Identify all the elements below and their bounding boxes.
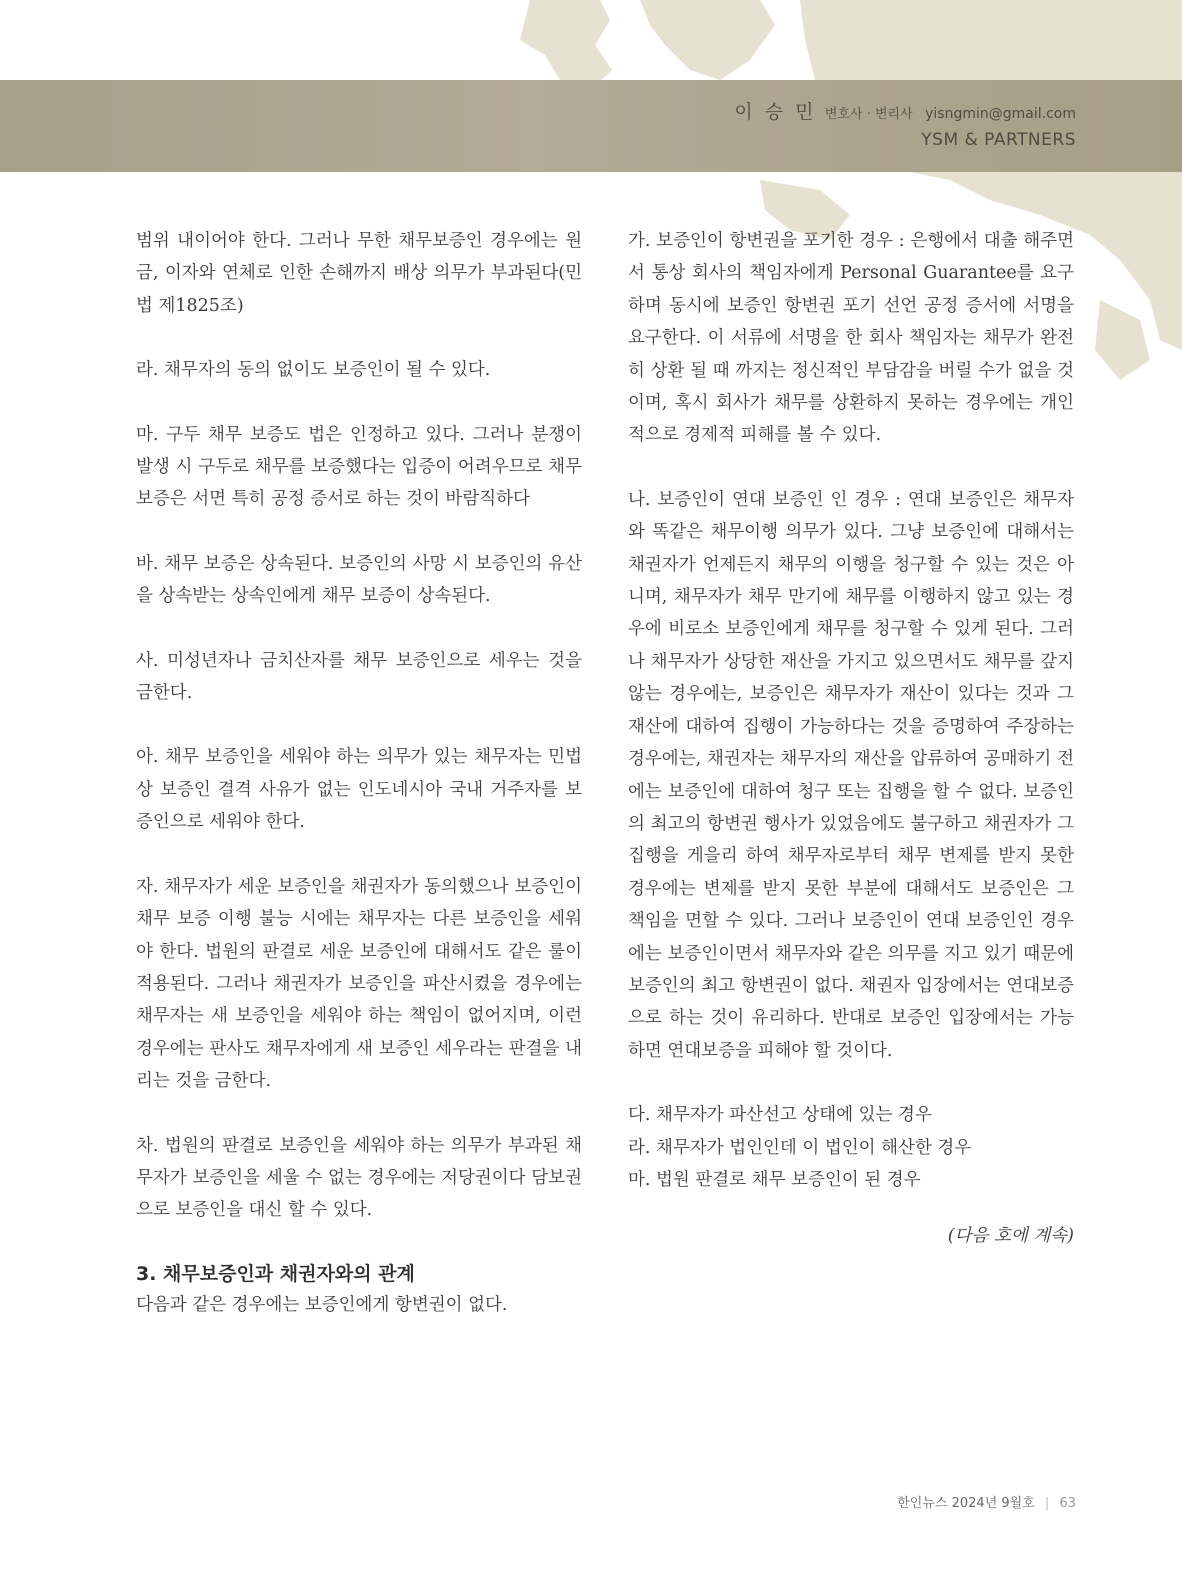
list-item: 라. 채무자가 법인인데 이 법인이 해산한 경우 [628, 1137, 972, 1158]
section-heading: 3. 채무보증인과 채권자와의 관계 [136, 1262, 415, 1285]
list-item: 다. 채무자가 파산선고 상태에 있는 경우 [628, 1105, 932, 1126]
left-paragraph: 자. 채무자가 세운 보증인을 채권자가 동의했으나 보증인이 채무 보증 이행 불능 시에는 채무자는 다른 보증인을 세워야 한다. 법원의 판결로 세운 보증인에 대해서도 같은 룰이 적용된다. 그러나 채권자가 보증인을 파산시켰을 경우에는 채무자는 새 보증인을 세워야 하는 책임이 없어지며, 이런 경우에는 판사도 채무자에게 새 보증인 세우라는 판결을 내리는 것을 금한다. [136, 876, 582, 1092]
page-footer [897, 1492, 1076, 1511]
author-line [734, 100, 1076, 127]
left-paragraph: 아. 채무 보증인을 세워야 하는 의무가 있는 채무자는 민법상 보증인 결격 사유가 없는 인도네시아 국내 거주자를 보증인으로 세워야 한다. [136, 747, 582, 833]
list-item: 마. 법원 판결로 채무 보증인이 된 경우 [628, 1169, 921, 1190]
author-role: 변호사 · 변리사 [824, 107, 913, 122]
author-email: yisngmin@gmail.com [925, 106, 1076, 122]
right-paragraph: 가. 보증인이 항변권을 포기한 경우 : 은행에서 대출 해주면서 통상 회사의 책임자에게 Personal Guarantee를 요구하며 동시에 보증인 항변권 포기 선언 공정 증서에 서명을 요구한다. 이 서류에 서명을 한 회사 책임자는 채무가 완전히 상환 될 때 까지는 정신적인 부담감을 버릴 수가 없을 것이며, 혹시 회사가 채무를 상환하지 못하는 경우에는 개인적으로 경제적 피해를 볼 수 있다. [628, 231, 1074, 446]
left-paragraph: 바. 채무 보증은 상속된다. 보증인의 사망 시 보증인의 유산을 상속받는 상속인에게 채무 보증이 상속된다. [136, 553, 582, 607]
left-paragraph: 차. 법원의 판결로 보증인을 세워야 하는 의무가 부과된 채무자가 보증인을 세울 수 없는 경우에는 저당권이다 담보권으로 보증인을 대신 할 수 있다. [136, 1135, 582, 1221]
author-box [734, 100, 1076, 153]
left-paragraph: 범위 내이어야 한다. 그러나 무한 채무보증인 경우에는 원금, 이자와 연체로 인한 손해까지 배상 의무가 부과된다(민법 제1825조) [136, 231, 582, 316]
left-column [136, 225, 582, 1321]
left-paragraph: 사. 미성년자나 금치산자를 채무 보증인으로 세우는 것을 금한다. [136, 650, 582, 704]
left-paragraph: 라. 채무자의 동의 없이도 보증인이 될 수 있다. [136, 360, 491, 381]
author-name: 이 승 민 [734, 101, 817, 123]
publication-name: 한인뉴스 2024년 9월호 [897, 1496, 1035, 1511]
right-paragraph: 나. 보증인이 연대 보증인 인 경우 : 연대 보증인은 채무자와 똑같은 채무이행 의무가 있다. 그냥 보증인에 대해서는 채권자가 언제든지 채무의 이행을 청구할 수 있는 것은 아니며, 채무자가 채무 만기에 채무를 이행하지 않고 있는 경우에 비로소 보증인에게 채무를 청구할 수 있게 된다. 그러나 채무자가 상당한 재산을 가지고 있으면서도 채무를 갚지 않는 경우에는, 보증인은 채무자가 재산이 있다는 것과 그 재산에 대하여 집행이 가능하다는 것을 증명하여 주장하는 경우에는, 채권자는 채무자의 재산을 압류하여 공매하기 전에는 보증인에 대하여 청구 또는 집행을 할 수 없다. 보증인의 최고의 항변권 행사가 있었음에도 불구하고 채권자가 그 집행을 게을리 하여 채무자로부터 채무 변제를 받지 못한 경우에는 변제를 받지 못한 부분에 대해서도 보증인은 그 책임을 면할 수 있다. 그러나 보증인이 연대 보증인인 경우에는 보증인이면서 채무자와 같은 의무를 지고 있기 때문에 보증인의 최고 항변권이 없다. 채권자 입장에서는 연대보증으로 하는 것이 유리하다. 반대로 보증인 입장에서는 가능하면 연대보증을 피해야 할 것이다. [628, 489, 1074, 1061]
firm-name: YSM & PARTNERS [921, 130, 1076, 150]
section-intro: 다음과 같은 경우에는 보증인에게 항변권이 없다. [136, 1294, 508, 1315]
left-paragraph: 마. 구두 채무 보증도 법은 인정하고 있다. 그러나 분쟁이 발생 시 구두로 채무를 보증했다는 입증이 어려우므로 채무 보증은 서면 특히 공정 증서로 하는 것이 바람직하다 [136, 424, 582, 510]
footer-separator: | [1044, 1496, 1050, 1511]
continue-note: (다음 호에 계속) [947, 1226, 1074, 1247]
page-number: 63 [1059, 1496, 1076, 1511]
right-column [628, 225, 1074, 1252]
